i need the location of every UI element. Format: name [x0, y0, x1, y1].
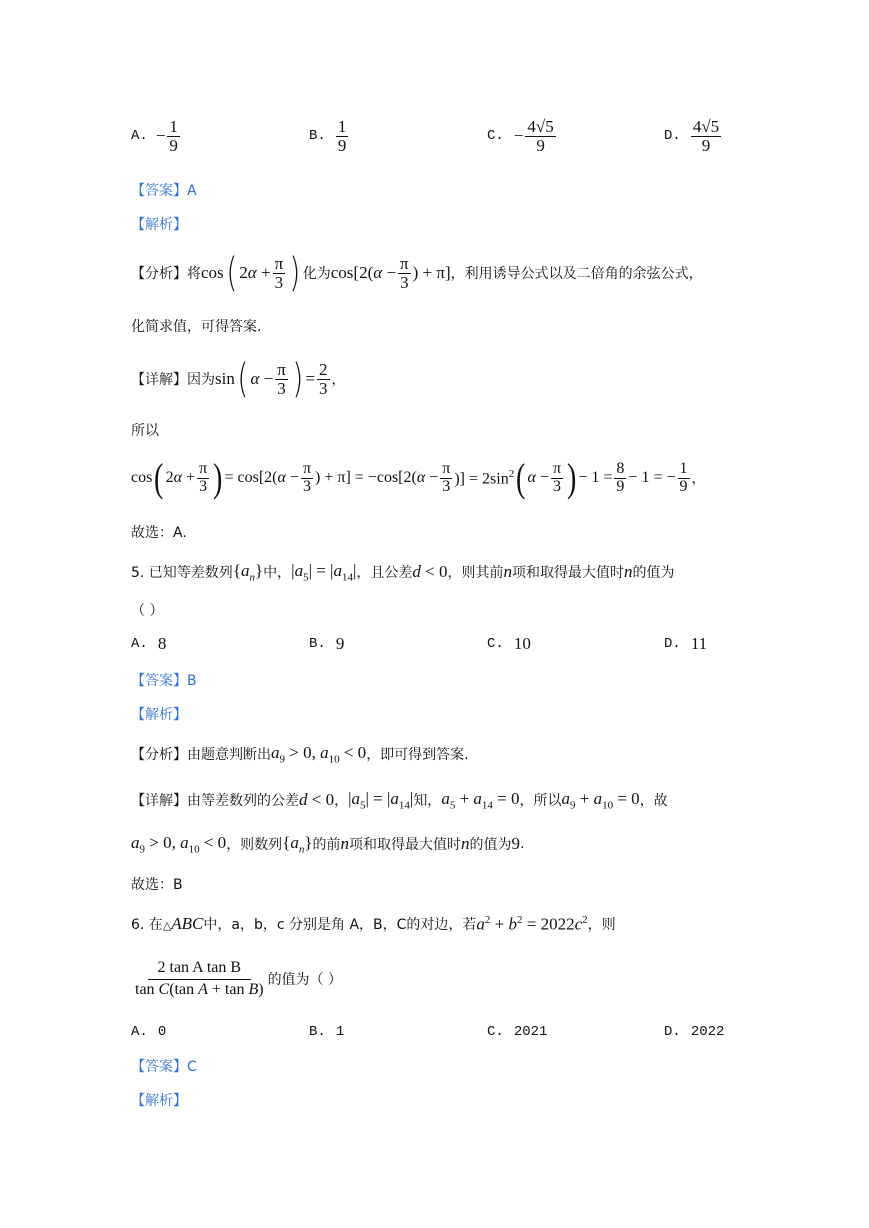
q5-conclusion: 故选：B	[131, 877, 183, 893]
q6-option-d: D. 2022	[664, 1024, 725, 1040]
q6-option-b: B. 1	[309, 1024, 345, 1040]
q5-xiangjie-line2: $a_9 > 0$, $a_{10} < 0$ ，则数列 $\{a_n\}$ 的前 n 项和取得最大值时 n 的值为 9 .	[131, 832, 525, 856]
q6-analysis-heading: 【解析】	[131, 1093, 187, 1109]
q4-fenxi-line2: 化简求值，可得答案.	[131, 319, 262, 335]
q4-suoyi: 所以	[131, 423, 159, 439]
q5-answer: 【答案】B	[131, 673, 197, 689]
q6-answer: 【答案】C	[131, 1059, 197, 1075]
q6-stem: 6. 在 △ABC 中，a，b，c 分别是角 A，B，C的对边，若 $a^2 + b^2 = 2022c^2$ ，则	[131, 913, 616, 934]
q5-fenxi: 【分析】 由题意判断出 $a_9 > 0$, $a_{10} < 0$ ，即可得到答案.	[131, 742, 469, 766]
q5-analysis-heading: 【解析】	[131, 707, 187, 723]
q5-stem: 5. 已知等差数列 $\{a_n\}$ 中， $|a_5| = |a_{14}|$ ，且公差 d < 0 ，则其前 n 项和取得最大值时 n 的值为	[131, 560, 675, 584]
q5-paren: （ ）	[131, 603, 164, 619]
q4-fenxi-line: 【分析】 将 cos ( 2α + $\frac{\pi}{3}$ ) 化为 cos[2(α − $\frac{\pi}{3}$ ) + π] ，利用诱导公式以及二倍角的余弦公式，	[131, 250, 703, 296]
q5-option-a: A. 8	[131, 634, 167, 653]
q4-analysis-heading: 【解析】	[131, 217, 187, 233]
q4-option-d: D. $\frac{4√5}{9}$	[664, 117, 720, 155]
q4-option-b: B. $\frac{1}{9}$	[309, 117, 347, 155]
q6-option-c: C. 2021	[487, 1024, 548, 1040]
q4-derivation: cos ( 2α + $\frac{\pi}{3}$ ) = cos[2(α − $\frac{\pi}{3}$ ) + π] = −cos[2(α − $\frac{\pi}{3}$ )] = $2\sin^2$ ( α − $\frac{\pi}{3}$ ) − 1 = $\frac{8}{9}$ − 1 = − $\frac{1}{9}$ ，	[131, 455, 706, 500]
q4-option-c: C. − $\frac{4√5}{9}$	[487, 117, 554, 155]
q4-answer: 【答案】A	[131, 183, 197, 199]
q4-conclusion: 故选：A.	[131, 525, 187, 541]
q4-option-a: A. − $\frac{1}{9}$	[131, 117, 178, 155]
q5-xiangjie: 【详解】 由等差数列的公差 d < 0 ， $|a_5| = |a_{14}|$ 知， $a_5 + a_{14} = 0$ ，所以 $a_9 + a_{10} = 0$ ，故	[131, 788, 668, 812]
q5-option-d: D. 11	[664, 634, 708, 653]
q6-option-a: A. 0	[131, 1024, 167, 1040]
q6-expression: $\frac{\text{2 tan A tan B}}{\text{tan C(tan A + tan B)}}$ 的值为（ ）	[135, 958, 343, 998]
q5-option-c: C. 10	[487, 634, 531, 653]
q5-option-b: B. 9	[309, 634, 345, 653]
q4-xiangjie-line: 【详解】 因为 sin ( α − $\frac{\pi}{3}$ ) = $\frac{2}{3}$ ，	[131, 356, 346, 402]
